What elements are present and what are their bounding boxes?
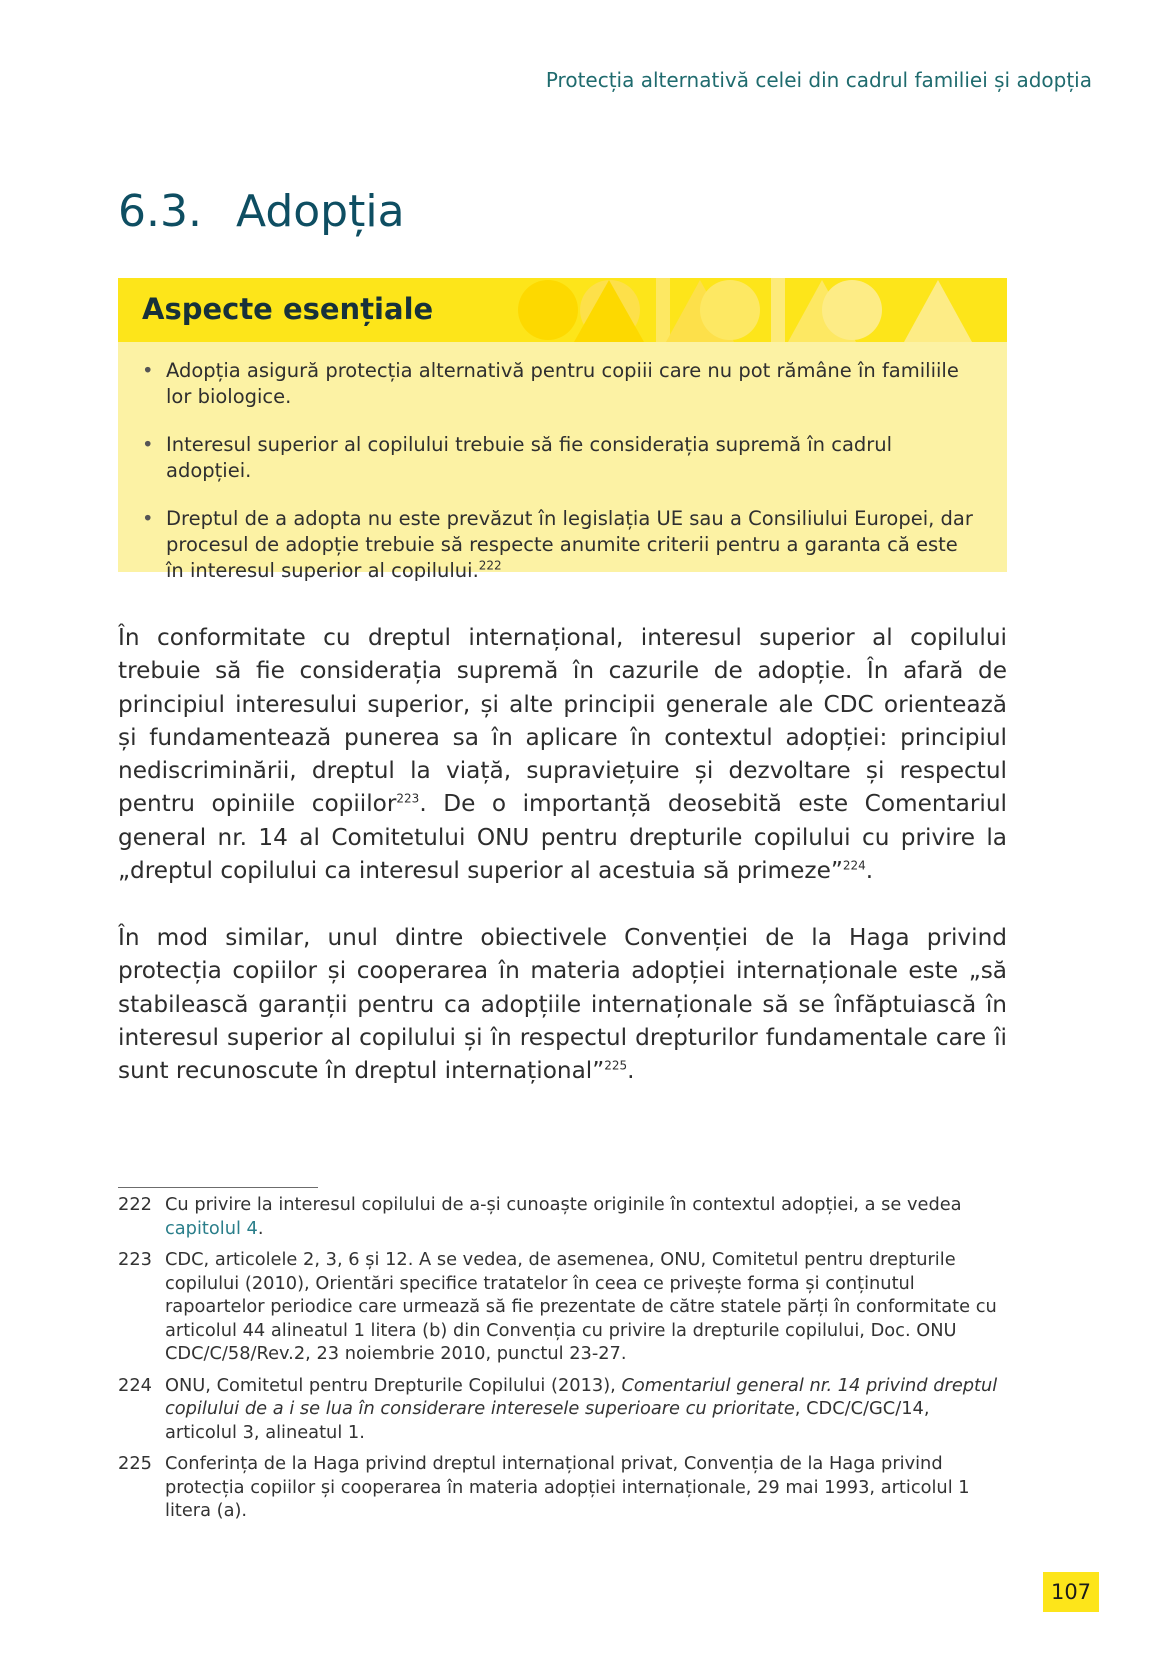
paragraph-text: . (865, 857, 874, 885)
decorative-circle (700, 280, 760, 340)
section-number: 6.3. (118, 186, 202, 237)
footnotes-list (118, 1193, 1007, 1531)
footnote-ref-224[interactable]: 224 (842, 858, 866, 873)
decorative-bar (771, 278, 785, 342)
section-title (118, 186, 405, 237)
key-points-box (118, 278, 1007, 582)
footnote-225 (118, 1452, 1007, 1523)
key-point-text: Dreptul de a adopta nu este prevăzut în legislația UE sau a Consiliului Europei, dar procesul de adopție trebuie să respecte anumite criterii pentru a garanta că este în interesul superior al copilului. (166, 507, 973, 582)
key-point-item (142, 506, 977, 584)
body-paragraph-1 (118, 621, 1007, 887)
section-title-text: Adopția (236, 186, 405, 237)
running-header: Protecția alternativă celei din cadrul familiei și adopția (545, 68, 1092, 92)
key-points-header (118, 278, 1007, 342)
paragraph-text: În mod similar, unul dintre obiectivele Convenției de la Haga privind protecția copiilor și cooperarea în materia adopției internaționale este „să stabilească garanții pentru ca adopțiile internaționale să se înfăptuiască în interesul superior al copilului și în respectul drepturilor fundamentale care îi sunt recunoscute în dreptul internațional” (118, 924, 1007, 1085)
footnote-number: 225 (118, 1453, 152, 1474)
footnote-222 (118, 1193, 1007, 1240)
footnote-text: Cu privire la interesul copilului de a-și cunoaște originile în contextul adopției, a se vedea (165, 1194, 962, 1215)
page-number: 107 (1043, 1572, 1099, 1612)
footnote-text: CDC, articolele 2, 3, 6 și 12. A se vedea, de asemenea, ONU, Comitetul pentru drepturile copilului (2010), Orientări specifice tratatelor în ceea ce privește forma și conținutul rapoartelor periodice care urmează să fie prezentate de către statele părți în conformitate cu articolul 44 alineatul 1 litera (b) din Convenția cu privire la drepturile copilului, Doc. ONU CDC/C/58/Rev.2, 23 noiembrie 2010, punctul 23-27. (165, 1249, 997, 1364)
key-point-text: Interesul superior al copilului trebuie să fie considerația supremă în cadrul adopției. (166, 433, 893, 482)
bullet: • (142, 433, 154, 456)
chapter-link[interactable]: capitolul 4 (165, 1217, 258, 1239)
footnote-text: Conferința de la Haga privind dreptul internațional privat, Convenția de la Haga privind protecția copiilor și cooperarea în materia adopției internaționale, 29 mai 1993, articolul 1 litera (a). (165, 1453, 970, 1521)
footnote-ref-222[interactable]: 222 (478, 558, 502, 573)
footnote-text: ONU, Comitetul pentru Drepturile Copilului (2013), (165, 1374, 622, 1396)
footnote-divider (118, 1187, 318, 1188)
paragraph-text: . De o importanță deosebită este Comentariul general nr. 14 al Comitetului ONU pentru drepturile copilului cu privire la „dreptul copilului ca interesul superior al acestuia să primeze” (118, 790, 1007, 885)
paragraph-text: . (627, 1057, 635, 1085)
footnote-ref-225[interactable]: 225 (604, 1058, 628, 1073)
key-point-text: Adopția asigură protecția alternativă pentru copiii care nu pot rămâne în familiile lor biologice. (166, 359, 959, 408)
footnote-223 (118, 1248, 1007, 1366)
footnote-text-end: , CDC/C/GC/14, articolul 3, alineatul 1. (165, 1398, 930, 1443)
footnote-number: 223 (118, 1249, 152, 1270)
decorative-circle (822, 280, 882, 340)
footnote-italic-title: Comentariul general nr. 14 privind dreptul copilului de a i se lua în considerare interesele superioare cu prioritate (165, 1374, 998, 1419)
paragraph-text: În conformitate cu dreptul internațional, interesul superior al copilului trebuie să fie considerația supremă în cazurile de adopție. În afară de principiul interesului superior, și alte principii generale ale CDC orientează și fundamentează punerea sa în aplicare în contextul adopției: principiul nediscriminării, dreptul la viață, supraviețuire și dezvoltare și respectul pentru opiniile copiilor (118, 624, 1007, 818)
key-point-item (142, 358, 977, 410)
footnote-number: 224 (118, 1374, 152, 1396)
bullet: • (142, 507, 154, 530)
footnote-number: 222 (118, 1194, 152, 1215)
footnote-224 (118, 1374, 1007, 1445)
body-paragraph-2 (118, 921, 1007, 1087)
footnote-text-end: . (257, 1217, 264, 1239)
decorative-shapes (486, 278, 1007, 342)
key-points-list (118, 342, 1007, 584)
decorative-triangle (904, 280, 972, 342)
key-point-item (142, 432, 977, 484)
bullet: • (142, 359, 154, 382)
decorative-circle (518, 280, 578, 340)
key-points-heading: Aspecte esențiale (142, 292, 434, 326)
decorative-bar (656, 278, 670, 342)
footnote-ref-223[interactable]: 223 (396, 791, 420, 806)
